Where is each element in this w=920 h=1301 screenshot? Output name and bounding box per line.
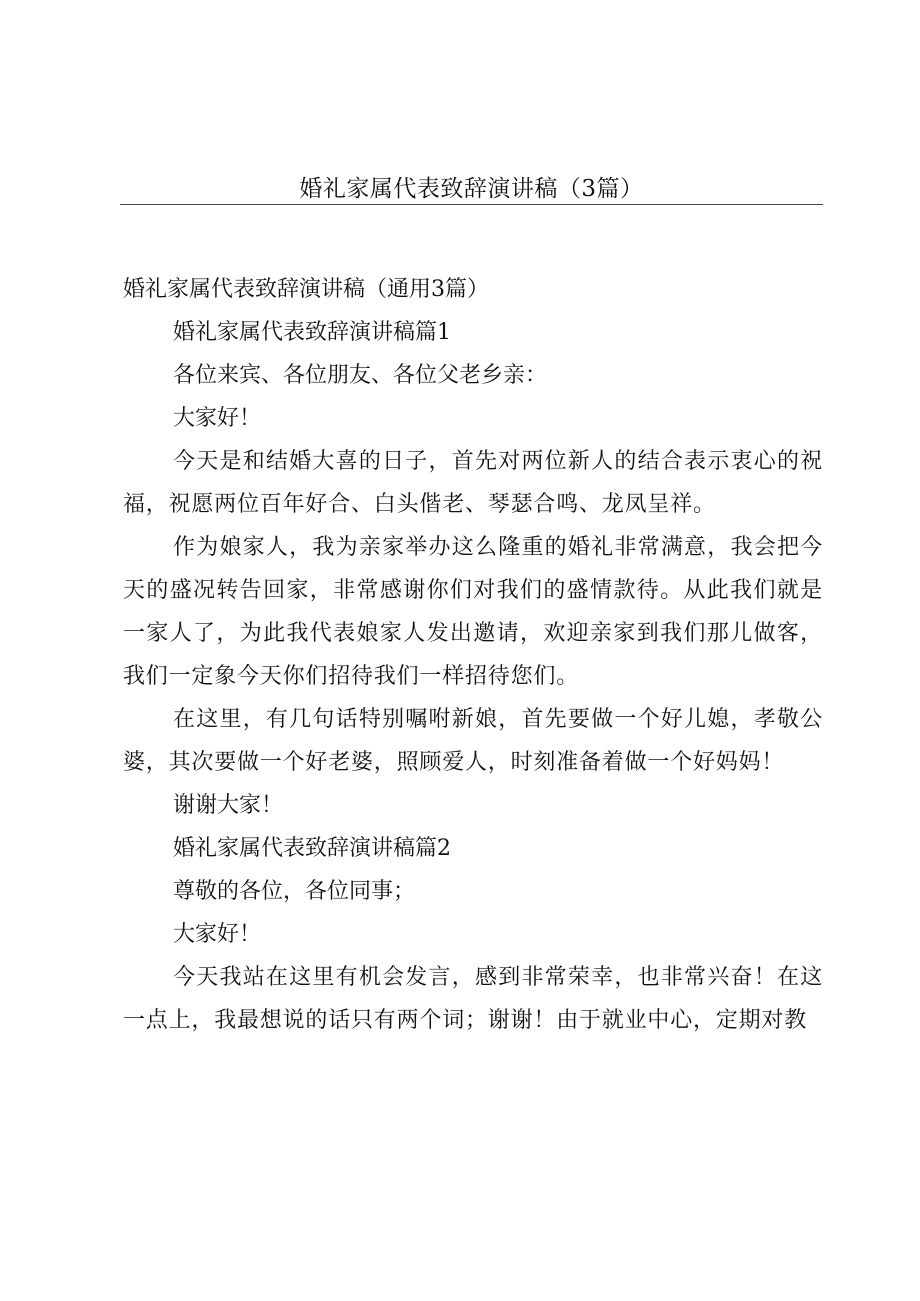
salutation: 各位来宾、各位朋友、各位父老乡亲：: [173, 363, 548, 388]
greeting: 大家好！: [173, 922, 262, 947]
document-body: [123, 268, 823, 1042]
section-heading-1: 婚礼家属代表致辞演讲稿篇1: [173, 320, 451, 345]
paragraph: 今天是和结婚大喜的日子，首先对两位新人的结合表示衷心的祝福，祝愿两位百年好合、白头偕老、琴瑟合鸣、龙凤呈祥。: [123, 449, 823, 517]
page-header: [120, 166, 823, 205]
paragraph: 今天我站在这里有机会发言，感到非常荣幸，也非常兴奋！在这一点上，我最想说的话只有两个词；谢谢！由于就业中心，定期对教: [123, 965, 823, 1033]
document-title: 婚礼家属代表致辞演讲稿（通用3篇）: [123, 277, 489, 302]
paragraph: 作为娘家人，我为亲家举办这么隆重的婚礼非常满意，我会把今天的盛况转告回家，非常感谢你们对我们的盛情款待。从此我们就是一家人了，为此我代表娘家人发出邀请，欢迎亲家到我们那儿做客，我们一定象今天你们招待我们一样招待您们。: [123, 535, 823, 689]
section-heading-2: 婚礼家属代表致辞演讲稿篇2: [173, 836, 451, 861]
greeting: 大家好！: [173, 406, 262, 431]
salutation: 尊敬的各位，各位同事；: [173, 879, 416, 904]
header-title: 婚礼家属代表致辞演讲稿（3篇）: [299, 176, 644, 202]
closing: 谢谢大家！: [173, 793, 284, 818]
paragraph: 在这里，有几句话特别嘱咐新娘，首先要做一个好儿媳，孝敬公婆，其次要做一个好老婆，照顾爱人，时刻准备着做一个好妈妈！: [123, 707, 823, 775]
